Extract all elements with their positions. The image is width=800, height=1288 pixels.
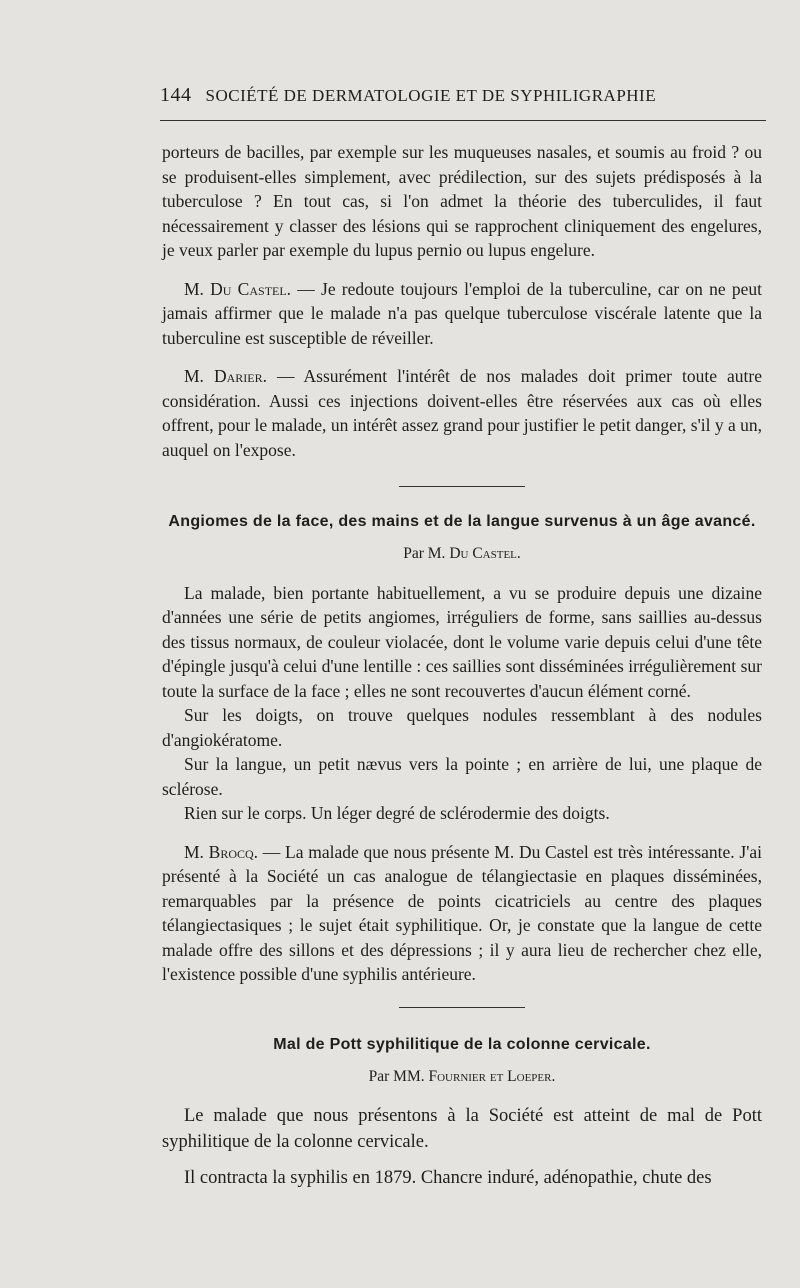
section-title-angiomes: Angiomes de la face, des mains et de la langue survenus à un âge avancé. (168, 513, 756, 530)
paragraph-brocq: M. Brocq. — La malade que nous présente M. Du Castel est très intéressante. J'ai présenté à la Société un cas analogue de télangiectasie en plaques disséminées, remarquables par la présence de points cicatriciels au centre des plaques télangiectasiques ; le sujet était syphilitique. Or, je constate que la langue de cette malade offre des sillons et des dépressions ; il y aura lieu de rechercher chez elle, l'existence possible d'une syphilis antérieure. (162, 841, 762, 984)
section-title-mal-de-pott: Mal de Pott syphilitique de la colonne cervicale. (273, 1035, 651, 1053)
running-title: SOCIÉTÉ DE DERMATOLOGIE ET DE SYPHILIGRAPHIE (205, 86, 657, 105)
section-byline: Par M. Du Castel. (403, 545, 521, 562)
paragraph: Sur les doigts, on trouve quelques nodules ressemblant à des nodules d'angiokératome. (162, 705, 762, 750)
speaker-name: M. Darier. (184, 366, 267, 386)
author-names: Fournier et Loeper. (428, 1067, 556, 1085)
paragraph: Il contracta la syphilis en 1879. Chancre induré, adénopathie, chute des (184, 1168, 712, 1188)
paragraph-darier: M. Darier. — Assurément l'intérêt de nos malades doit primer toute autre considération. Aussi ces injections doivent-elles être réservées aux cas où elles offrent, pour le malade, un intérêt assez grand pour justifier le petit danger, s'il y a un, auquel on l'expose. (162, 366, 762, 460)
section-byline: Par MM. Fournier et Loeper. (368, 1067, 556, 1085)
running-header (160, 84, 760, 107)
paragraph-continued: porteurs de bacilles, par exemple sur les muqueuses nasales, et soumis au froid ? ou se produisent-elles simplement, avec prédilection, sur des sujets prédisposés à la tuberculose ? En tout cas, si l'on admet la théorie des tuberculides, il faut nécessairement y classer des lésions qui se rapprochent cliniquement des engelures, je veux parler par exemple du lupus pernio ou lupus engelure. (162, 142, 762, 260)
speaker-name: M. Brocq. (184, 841, 259, 862)
paragraph: La malade, bien portante habituellement, a vu se produire depuis une dizaine d'années une série de petits angiomes, irréguliers de forme, sans saillies au-dessus des tissus normaux, de couleur violacée, dont le volume varie depuis celui d'une tête d'épingle jusqu'à celui d'une lentille : ces saillies sont disséminées irrégulièrement sur toute la surface de la face ; elles ne sont recouvertes d'aucun élément corné. (162, 582, 762, 701)
speaker-name: M. Du Castel. (184, 278, 292, 299)
author-name: Du Castel. (449, 545, 521, 562)
paragraph: Rien sur le corps. Un léger degré de sclérodermie des doigts. (184, 803, 610, 823)
paragraph: Le malade que nous présentons à la Société est atteint de mal de Pott syphilitique de la colonne cervicale. (162, 1106, 762, 1152)
header-rule (160, 120, 766, 121)
page-number: 144 (160, 84, 192, 106)
paragraph: Sur la langue, un petit nævus vers la pointe ; en arrière de lui, une plaque de sclérose. (162, 754, 762, 799)
paragraph-du-castel: M. Du Castel. — Je redoute toujours l'emploi de la tuberculine, car on ne peut jamais affirmer que le malade n'a pas quelque tuberculose viscérale latente que la tuberculine est susceptible de réveiller. (162, 278, 762, 348)
page-body (162, 140, 762, 1191)
